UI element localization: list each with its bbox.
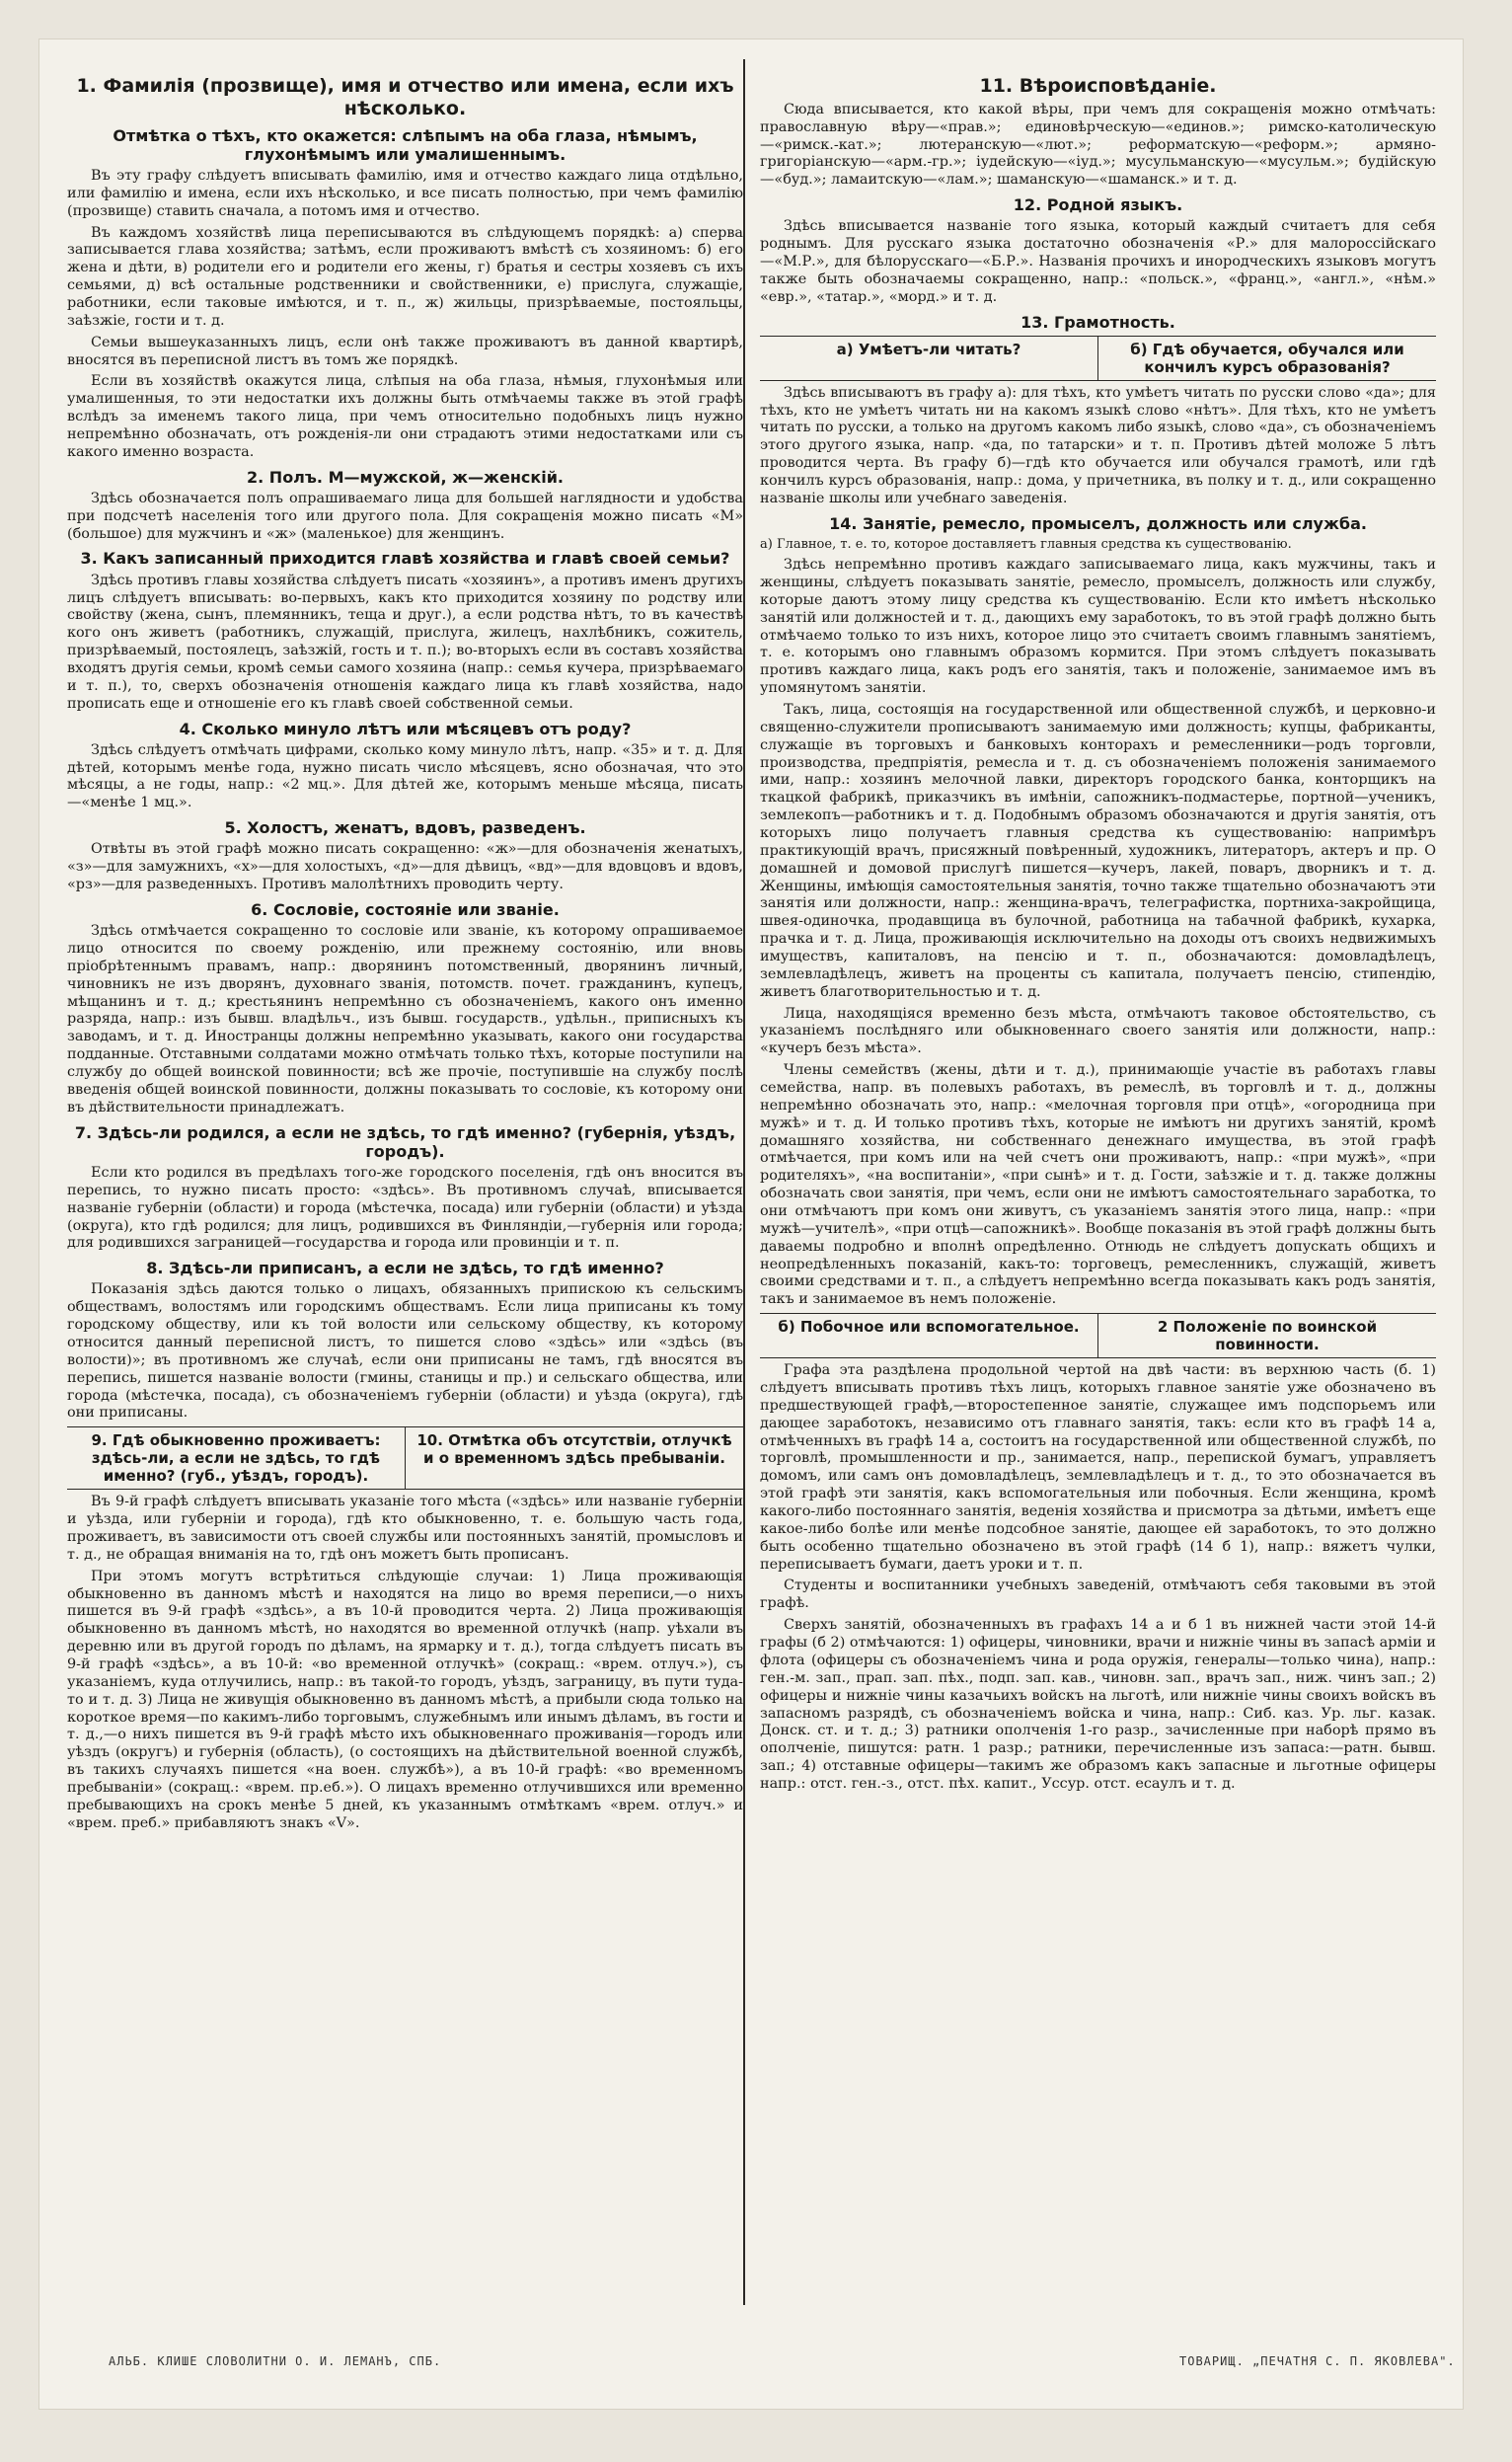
left-column [67,69,743,1837]
column-divider [743,59,745,2305]
section-13-paragraph: Здѣсь вписываютъ въ графу а): для тѣхъ, кто умѣетъ читать по русски слово «да»; для тѣхъ, кто не умѣетъ читать ни на какомъ языкѣ слово «нѣтъ». Для тѣхъ, кто не умѣетъ читать по русски, а только на другомъ какомъ либо языкѣ, слово «да», съ обозначеніемъ этого другого языка, напр. «да, по татарски» и т. п. Противъ дѣтей моложе 5 лѣтъ проводится черта. Въ графу б)—гдѣ кто обучается или обучался грамотѣ, или гдѣ кончилъ курсъ образованія, напр.: дома, у причетника, въ полку и т. д., или сокращенно названіе школы или учебнаго заведенія. [760,384,1436,506]
section-2-paragraph: Здѣсь обозначается полъ опрашиваемаго лица для большей наглядности и удобства при подсчетѣ населенія того или другого пола. Для сокращенія можно писать «М» (большое) для мужчинъ и «ж» (маленькое) для женщинъ. [67,490,743,542]
section-14b2-title: 2 Положеніе по воинской повинности. [1097,1314,1436,1357]
section-6-title: 6. Сословіе, состояніе или званіе. [251,899,560,919]
section-14-paragraph: Здѣсь непремѣнно противъ каждаго записываемаго лица, какъ мужчины, такъ и женщины, слѣдуетъ показывать занятіе, ремесло, промыселъ, должность или службу, которые даютъ этому лицу средства къ существованію. Если кто имѣетъ нѣсколько занятій или должностей и т. д., дающихъ ему заработокъ, то въ этой графѣ должно быть отмѣчаемо только то изъ нихъ, которое лицо это считаетъ своимъ главнымъ занятіемъ, т. е. которымъ оно главнымъ образомъ кормится. При этомъ слѣдуетъ показывать противъ каждаго лица, какъ родъ его занятія, такъ и положеніе, занимаемое имъ въ упомянутомъ занятіи. [760,557,1436,697]
census-instructions-sheet [39,39,1463,2409]
section-14b-header [760,1313,1436,1358]
section-6-paragraph: Здѣсь отмѣчается сокращенно то сословіе или званіе, къ которому опрашиваемое лицо относится по своему рожденію, или прежнему состоянію, или вновь пріобрѣтеннымъ правамъ, напр.: дворянинъ потомственный, дворянинъ личный, чиновникъ не изъ дворянъ, духовнаго званія, потомств. почет. гражданинъ, купецъ, мѣщанинъ и т. д.; крестьянинъ непремѣнно съ обозначеніемъ, какого онъ именно разряда, напр.: изъ бывш. владѣльч., изъ бывш. государств., удѣльн., приписныхъ къ заводамъ, и т. д. Иностранцы должны непремѣнно указывать, какого они государства подданные. Отставными солдатами можно отмѣчать только тѣхъ, которые поступили на службу до общей воинской повинности; всѣ же прочіе, поступившіе на службу послѣ введенія общей воинской повинности, должны показывать то сословіе, къ которому они въ дѣйствительности принадлежатъ. [67,923,743,1116]
section-11-paragraph: Сюда вписывается, кто какой вѣры, при чемъ для сокращенія можно отмѣчать: православную вѣру—«прав.»; единовѣрческую—«единов.»; римско-католическую—«римск.-кат.»; лютеранскую—«лют.»; реформатскую—«реформ.»; армяно-григоріанскую—«арм.-гр.»; іудейскую—«іуд.»; мусульманскую—«мусульм.»; будійскую—«буд.»; ламаитскую—«лам.»; шаманскую—«шаманск.» и т. д. [760,101,1436,189]
section-13b-title: б) Гдѣ обучается, обучался или кончилъ курсъ образованія? [1097,337,1436,380]
section-8-paragraph: Показанія здѣсь даются только о лицахъ, обязанныхъ припискою къ сельскимъ обществамъ, волостямъ или городскимъ обществамъ. Если лица приписаны къ тому городскому обществу, или къ той волости или сельскому обществу, къ которому относится данный переписной листъ, то пишется слово «здѣсь» или «здѣсь (въ волости)»; въ противномъ же случаѣ, если они приписаны не тамъ, гдѣ вносятся въ перепись, пишется названіе волости (гмины, станицы и пр.) и сельскаго общества, или города (мѣстечка, посада), съ обозначеніемъ губерніи (области) и уѣзда (округа), гдѣ они приписаны. [67,1281,743,1422]
section-11-title: 11. Вѣроисповѣданіе. [979,75,1217,97]
section-14-subtitle: а) Главное, т. е. то, которое доставляетъ главныя средства къ существованію. [760,536,1292,552]
section-14b1-title: б) Побочное или вспомогательное. [778,1318,1080,1337]
section-1-paragraph: Въ каждомъ хозяйствѣ лица переписываются въ слѣдующемъ порядкѣ: а) сперва записывается глава хозяйства; затѣмъ, если проживаютъ вмѣстѣ съ хозяиномъ: б) его жена и дѣти, в) родители его и родители его жены, г) братья и сестры хозяевъ съ ихъ семьями, д) всѣ остальные родственники и свойственники, е) прислуга, служащіе, работники, если таковые имѣются, и т. п., ж) жильцы, призрѣваемые, постояльцы, заѣзжіе, гости и т. д. [67,224,743,329]
section-7-paragraph: Если кто родился въ предѣлахъ того-же городского поселенія, гдѣ онъ вносится въ перепись, то нужно писать просто: «здѣсь». Въ противномъ случаѣ, вписывается названіе губерніи (области) и города (мѣстечка, посада) или губерніи (области) и уѣзда (округа), кто гдѣ родился; для лицъ, родившихся въ Финляндіи,—губернія или города; для родившихся заграницей—государства и города или провинціи и т. п. [67,1164,743,1252]
section-14b-paragraph: Сверхъ занятій, обозначенныхъ въ графахъ 14 а и б 1 въ нижней части этой 14-й графы (б 2) отмѣчаются: 1) офицеры, чиновники, врачи и нижніе чины въ запасѣ арміи и флота (офицеры съ обозначеніемъ чина и рода оружія, генералы—только чина), напр.: ген.-м. зап., прап. зап. пѣх., подп. зап. кав., чиновн. зап., врачъ зап., ниж. чинъ зап.; 2) офицеры и нижніе чины казачьихъ войскъ на льготѣ, или нижніе чины своихъ войскъ въ запасномъ разрядѣ, съ обозначеніемъ войска и чина, напр.: Сиб. каз. Ур. льг. казак. Донск. ст. и т. д.; 3) ратники ополченія 1-го разр., зачисленные при наборѣ прямо въ ополченіе, пишутся: ратн. 1 разр.; ратники, перечисленные изъ запаса:—ратн. бывш. зап.; 4) отставные офицеры—такимъ же образомъ какъ запасные и льготные офицеры напр.: отст. ген.-з., отст. пѣх. капит., Уссур. отст. есаулъ и т. д. [760,1617,1436,1792]
section-1-paragraph: Семьи вышеуказанныхъ лицъ, если онѣ также проживаютъ въ данной квартирѣ, вносятся въ переписной листъ въ томъ же порядкѣ. [67,334,743,368]
section-9-title: 9. Гдѣ обыкновенно проживаетъ: здѣсь-ли, а если не здѣсь, то гдѣ именно? (губ., уѣздъ, городъ). [91,1431,381,1486]
section-4-paragraph: Здѣсь слѣдуетъ отмѣчать цифрами, сколько кому минуло лѣтъ, напр. «35» и т. д. Для дѣтей, которымъ менѣе года, нужно писать число мѣсяцевъ, ясно обозначая, что это мѣсяцы, а не годы, напр.: «2 мц.». Для дѣтей же, которымъ меньше мѣсяца, писать—«менѣе 1 мц.». [67,741,743,811]
section-14-title: 14. Занятіе, ремесло, промыселъ, должность или служба. [829,513,1367,533]
section-4-title: 4. Сколько минуло лѣтъ или мѣсяцевъ отъ роду? [179,719,632,738]
section-14b-paragraph: Студенты и воспитанники учебныхъ заведеній, отмѣчаютъ себя таковыми въ этой графѣ. [760,1577,1436,1612]
footer-right-imprint: ТОВАРИЩ. „ПЕЧАТНЯ С. П. ЯКОВЛЕВА". [1179,2354,1456,2368]
section-5-paragraph: Отвѣты въ этой графѣ можно писать сокращенно: «ж»—для обозначенія женатыхъ, «з»—для замужнихъ, «х»—для холостыхъ, «д»—для дѣвицъ, «вд»—для вдовцовъ и вдовъ, «рз»—для разведенныхъ. Противъ малолѣтнихъ проводить черту. [67,841,743,893]
section-13-header [760,336,1436,381]
section-12-paragraph: Здѣсь вписывается названіе того языка, который каждый считаетъ для себя роднымъ. Для русскаго языка достаточно обозначенія «Р.» для малороссійскаго—«М.Р.», для бѣлорусскаго—«Б.Р.». Названія прочихъ и инородческихъ языковъ могутъ также быть обозначаемы сокращенно, напр.: «польск.», «франц.», «англ.», «нѣм.» «евр.», «татар.», «морд.» и т. д. [760,218,1436,305]
section-7-title: 7. Здѣсь-ли родился, а если не здѣсь, то гдѣ именно? (губернія, уѣздъ, городъ). [74,1122,736,1161]
section-5-title: 5. Холостъ, женатъ, вдовъ, разведенъ. [224,818,586,838]
section-1-paragraph: Въ эту графу слѣдуетъ вписывать фамилію, имя и отчество каждаго лица отдѣльно, или фамилію и имена, если ихъ нѣсколько, и все писать полностью, при чемъ фамилію (прозвище) ставить сначала, а потомъ имя и отчество. [67,167,743,219]
section-9-10-header [67,1426,743,1490]
section-10-title: 10. Отмѣтка объ отсутствіи, отлучкѣ и о временномъ здѣсь пребываніи. [405,1427,743,1489]
section-14-paragraph: Такъ, лица, состоящія на государственной или общественной службѣ, и церковно-и священно-служители прописываютъ занимаемую ими должность; купцы, фабриканты, служащіе въ торговыхъ и банковыхъ конторахъ и ремесленники—родъ торговли, производства, предпріятія, ремесла и т. д. съ обозначеніемъ положенія занимаемого ими, напр.: хозяинъ мелочной лавки, директоръ городского банка, конторщикъ на ткацкой фабрикѣ, приказчикъ въ имѣніи, сапожникъ-подмастерье, портной—ученикъ, землекопъ—работникъ и т. д. Подобнымъ образомъ обозначаются и другія занятія, отъ которыхъ лицо получаетъ главныя средства къ существованію: напримѣръ практикующій врачъ, присяжный повѣренный, художникъ, литераторъ, актеръ и пр. О домашней и домовой прислугѣ пишется—кучеръ, лакей, поваръ, дворникъ и т. д. Женщины, имѣющія самостоятельныя занятія, точно также тщательно обозначаютъ эти занятія или должности, напр.: женщина-врачъ, телеграфистка, портниха-закройщица, швея-одиночка, продавщица въ булочной, работница на табачной фабрикѣ, кухарка, прачка и т. д. Лица, проживающія исключительно на доходы отъ своихъ недвижимыхъ имуществъ, капиталовъ, на пенсію и т. п., обозначаются: домовладѣлецъ, землевладѣлецъ, живетъ на проценты съ капитала, получаетъ пенсію, стипендію, живетъ благотворительностью и т. д. [760,701,1436,1000]
section-14-paragraph: Лица, находящіяся временно безъ мѣста, отмѣчаютъ таковое обстоятельство, съ указаніемъ послѣдняго или обыкновеннаго своего занятія или должности, напр.: «кучеръ безъ мѣста». [760,1005,1436,1057]
right-column [760,69,1436,1798]
section-3-paragraph: Здѣсь противъ главы хозяйства слѣдуетъ писать «хозяинъ», а противъ именъ другихъ лицъ слѣдуетъ вписывать: во-первыхъ, какъ кто приходится хозяину по родству или свойству (жена, сынъ, племянникъ, теща и друг.), а если родства нѣтъ, то въ качествѣ кого онъ живетъ (работникъ, служащій, прислуга, жилецъ, нахлѣбникъ, сожитель, призрѣваемый, постоялецъ, заѣзжій, гость и т. п.); во-вторыхъ если въ составъ хозяйства входятъ другія семьи, кромѣ семьи самого хозяина (напр.: семья кучера, призрѣваемаго и т. п.), то, сверхъ обозначенія отношенія каждаго лица къ главѣ хозяйства, надо прописать еще и отношеніе его къ главѣ своей собственной семьи. [67,572,743,712]
section-1-paragraph: Если въ хозяйствѣ окажутся лица, слѣпыя на оба глаза, нѣмыя, глухонѣмыя или умалишенныя, то эти недостатки ихъ должны быть отмѣчаемы также въ этой графѣ вслѣдъ за именемъ такого лица, при чемъ относительно подобныхъ лицъ нужно непремѣнно обозначать, отъ рожденія-ли они страдаютъ этими недостатками или съ какого именно возраста. [67,373,743,460]
section-13-title: 13. Грамотность. [1021,312,1175,332]
footer-left-imprint: АЛЬБ. КЛИШЕ СЛОВОЛИТНИ О. И. ЛЕМАНЪ, СПБ. [109,2354,442,2368]
section-14-paragraph: Члены семействъ (жены, дѣти и т. д.), принимающіе участіе въ работахъ главы семейства, напр. въ полевыхъ работахъ, въ ремеслѣ, въ торговлѣ и т. д., должны непремѣнно обозначать это, напр.: «мелочная торговля при отцѣ», «огородница при мужѣ» и т. д. И только противъ тѣхъ, которые не имѣютъ ни другихъ занятій, кромѣ домашняго хозяйства, ни собственнаго денежнаго имущества, въ этой графѣ отмѣчается, при комъ или на чей счетъ они проживаютъ, напр.: «при мужѣ», «при родителяхъ», «на воспитаніи», «при сынѣ» и т. д. Гости, заѣзжіе и т. д. также должны обозначать свои занятія, при чемъ, если они не имѣютъ самостоятельнаго заработка, то они отмѣчаютъ при комъ они живутъ, съ указаніемъ занятія этого лица, напр.: «при мужѣ—учителѣ», «при отцѣ—сапожникѣ». Вообще показанія въ этой графѣ должны быть даваемы подробно и вполнѣ опредѣленно. Отнюдь не слѣдуетъ допускать общихъ и неопредѣленныхъ показаній, какъ-то: торговецъ, ремесленникъ, служащій, живетъ своими средствами и т. п., а слѣдуетъ непремѣнно всегда показывать какъ родъ занятія, такъ и занимаемое въ немъ положеніе. [760,1062,1436,1308]
section-14b-paragraph: Графа эта раздѣлена продольной чертой на двѣ части: въ верхнюю часть (б. 1) слѣдуетъ вписывать противъ тѣхъ лицъ, которыхъ главное занятіе уже обозначено въ предшествующей графѣ,—второстепенное занятіе, служащее имъ подспорьемъ или дающее заработокъ, независимо отъ главнаго занятія, такъ: если кто въ графѣ 14 а, отмѣченныхъ въ графѣ 14 а, состоитъ на государственной или общественной службѣ, по торговлѣ, промышленности и пр., занимается, напр., перепиской бумагъ, управляетъ домомъ, или самъ онъ домовладѣлецъ, землевладѣлецъ и т. д., то это обозначается въ этой графѣ эти занятія, какъ вспомогательныя или побочныя. Если женщина, кромѣ какого-либо постояннаго занятія, веденія хозяйства и присмотра за дѣтьми, имѣетъ еще какое-либо болѣе или менѣе подсобное занятіе, дающее ей заработокъ, то это должно быть особенно тщательно обозначено въ этой графѣ (14 б 1), напр.: вяжетъ чулки, переписываетъ бумаги, даетъ уроки и т. п. [760,1362,1436,1573]
section-13a-title: а) Умѣетъ-ли читать? [836,340,1021,358]
section-2-title: 2. Полъ. М—мужской, ж—женскій. [247,467,564,487]
section-3-title: 3. Какъ записанный приходится главѣ хозяйства и главѣ своей семьи? [80,549,730,569]
section-9-paragraph: Въ 9-й графѣ слѣдуетъ вписывать указаніе того мѣста («здѣсь» или названіе губерніи и уѣзда, или губерніи и города), гдѣ кто обыкновенно, т. е. большую часть года, проживаетъ, въ зависимости отъ своей службы или постоянныхъ занятій, промысловъ и т. д., не обращая вниманія на то, гдѣ онъ можетъ быть прописанъ. [67,1494,743,1563]
section-9-paragraph: При этомъ могутъ встрѣтиться слѣдующіе случаи: 1) Лица проживающія обыкновенно въ данномъ мѣстѣ и находятся на лицо во время переписи,—о нихъ пишется въ 9-й графѣ «здѣсь», а въ 10-й проводится черта. 2) Лица проживающія обыкновенно въ данномъ мѣстѣ, но находятся во временной отлучкѣ (напр. уѣхали въ деревню или въ другой городъ по дѣламъ, на ярмарку и т. д.), тогда слѣдуетъ писать въ 9-й графѣ «здѣсь», а въ 10-й: «во временной отлучкѣ» (сокращ.: «врем. отлуч.»), съ указаніемъ, куда отлучились, напр.: въ такой-то городъ, уѣздъ, заграницу, въ пути туда-то и т. д. 3) Лица не живущія обыкновенно въ данномъ мѣстѣ, а прибыли сюда только на короткое время—по какимъ-либо торговымъ, служебнымъ или инымъ дѣламъ, въ гости и т. д.,—о нихъ пишется въ 9-й графѣ мѣсто ихъ обыкновеннаго проживанія—городъ или уѣздъ (округъ) и губернія (область), (о состоящихъ на дѣйствительной военной службѣ, въ такихъ случаяхъ пишется «на воен. службѣ»), а въ 10-й графѣ: «во временномъ пребываніи» (сокращ.: «врем. пр.еб.»). О лицахъ временно отлучившихся или временно пребывающихъ на срокъ менѣе 5 дней, къ указаннымъ отмѣткамъ «врем. отлуч.» и «врем. преб.» прибавляютъ знакъ «V». [67,1568,743,1831]
section-8-title: 8. Здѣсь-ли приписанъ, а если не здѣсь, то гдѣ именно? [146,1259,664,1278]
section-1-title: 1. Фамилія (прозвище), имя и отчество или имена, если ихъ нѣсколько. [76,75,734,119]
section-1-subtitle: Отмѣтка о тѣхъ, кто окажется: слѣпымъ на оба глаза, нѣмымъ, глухонѣмымъ или умалишеннымъ. [113,125,698,164]
section-12-title: 12. Родной языкъ. [1013,195,1183,215]
